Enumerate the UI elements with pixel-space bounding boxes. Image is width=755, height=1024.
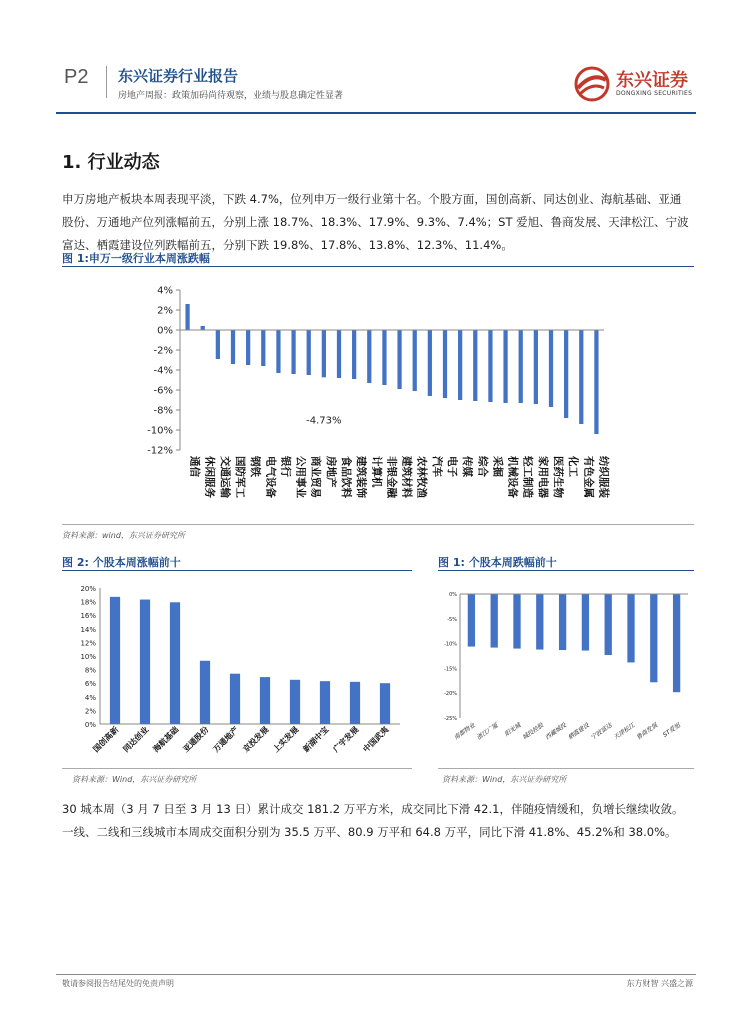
category-label: 机械设备 [506, 456, 519, 498]
y-tick-label: 4% [84, 693, 96, 702]
y-tick-label: 0% [449, 592, 457, 598]
bar-1 [201, 326, 205, 330]
category-label: 电子 [446, 456, 458, 477]
category-label: 非银金融 [385, 456, 398, 498]
bar-0 [185, 304, 189, 330]
bar-2 [170, 602, 180, 724]
bar-0 [110, 597, 120, 724]
y-tick-label: -25% [444, 716, 457, 722]
category-label: 海航基础 [151, 725, 181, 755]
y-tick-label: -10% [444, 641, 457, 648]
category-label: 纺织服装 [597, 456, 610, 498]
category-label: 亚通股份 [181, 725, 211, 755]
bar-18 [458, 330, 462, 400]
bar-3 [200, 661, 210, 724]
y-tick-label: 2% [84, 707, 96, 716]
category-label: 医药生物 [552, 456, 564, 498]
bar-2 [216, 330, 220, 359]
y-tick-label: 0% [157, 325, 173, 337]
bar-6 [605, 594, 612, 655]
bar-1 [140, 600, 150, 724]
category-label: 广宇发展 [331, 725, 361, 755]
figure3-source: 资料来源：Wind，东兴证券研究所 [442, 775, 567, 784]
figure2-source: 资料来源：Wind，东兴证券研究所 [72, 775, 197, 784]
figure2-rule [62, 570, 412, 571]
logo-emblem-icon [570, 66, 614, 102]
bar-19 [473, 330, 477, 401]
y-tick-label: -12% [147, 445, 173, 457]
category-label: 电气设备 [264, 456, 277, 498]
y-tick-label: 0% [84, 721, 96, 729]
bar-4 [246, 330, 250, 365]
y-tick-label: -4% [153, 365, 173, 377]
category-label: 传媒 [461, 456, 474, 477]
bar-21 [503, 330, 507, 403]
bar-11 [352, 330, 356, 379]
category-label: 新湖中宝 [301, 725, 331, 755]
bar-25 [564, 330, 568, 418]
footer-disclaimer: 敬请参阅报告结尾处的免责声明 [62, 979, 174, 988]
bar-7 [627, 594, 634, 662]
category-label: 西藏城投 [544, 721, 568, 742]
category-label: 同达创业 [121, 725, 151, 755]
category-label: 房地产 [324, 456, 337, 488]
y-tick-label: 12% [80, 639, 96, 648]
bar-22 [519, 330, 523, 403]
y-tick-label: 6% [84, 680, 96, 689]
bar-7 [291, 330, 295, 374]
category-label: 国防军工 [234, 456, 246, 498]
category-label: 建筑材料 [400, 456, 413, 498]
paragraph-market: 申万房地产板块本周表现平淡，下跌 4.7%，位列申万一级行业第十名。个股方面，国创高新、同达创业、海航基础、亚通股份、万通地产位列涨幅前五，分别上涨 18.7%、18.3%、17.9%、9.3%、7.4%；ST 爱旭、鲁商发展、天津松江、宁波富达、栖霞建设位列跌幅前五，分别下跌 19.8%、17.8%、13.8%、12.3%、11.4%。 [62, 192, 689, 252]
bar-27 [594, 330, 598, 434]
header-rule [56, 112, 696, 114]
footer-slogan: 东方财智 兴盛之源 [626, 979, 693, 988]
bar-9 [380, 683, 390, 724]
category-label: 轻工制造 [521, 456, 534, 498]
data-label-annotation: -4.73% [306, 415, 342, 427]
top-losers-chart [438, 580, 694, 766]
y-tick-label: 2% [157, 305, 173, 317]
figure3-bottom-rule [438, 768, 694, 769]
y-tick-label: 8% [84, 666, 96, 675]
category-label: 天津松江 [612, 721, 637, 742]
category-label: 计算机 [370, 456, 383, 488]
bar-26 [579, 330, 583, 424]
y-tick-label: 20% [80, 585, 96, 593]
category-label: 京投发展 [241, 725, 271, 755]
category-label: 银行 [279, 456, 292, 477]
header-divider [106, 66, 107, 98]
category-label: 农林牧渔 [415, 456, 428, 498]
bar-5 [260, 677, 270, 724]
figure3-title: 图 1: 个股本周跌幅前十 [438, 556, 557, 569]
y-tick-label: 16% [80, 612, 96, 621]
figure1-source: 资料来源：wind，东兴证券研究所 [62, 531, 185, 540]
category-label: 家用电器 [536, 456, 549, 498]
bar-5 [582, 594, 589, 651]
bar-17 [443, 330, 447, 398]
bar-12 [367, 330, 371, 383]
page-number: P2 [64, 66, 89, 88]
top-gainers-chart [62, 576, 412, 766]
category-label: 中国武夷 [361, 725, 391, 755]
bar-14 [397, 330, 401, 389]
category-label: 公用事业 [294, 456, 307, 498]
bar-4 [230, 674, 240, 724]
page-header [56, 62, 696, 106]
category-label: 食品饮料 [340, 456, 352, 498]
figure1-title: 图 1:申万一级行业本周涨跌幅 [62, 252, 210, 265]
category-label: 南都物业 [452, 721, 477, 742]
section-title: 1. 行业动态 [62, 152, 160, 173]
bar-23 [534, 330, 538, 404]
report-subtitle: 房地产周报：政策加码尚待观察，业绩与股息确定性显著 [118, 91, 344, 101]
bar-16 [428, 330, 432, 396]
bar-8 [307, 330, 311, 375]
y-tick-label: 14% [80, 625, 96, 634]
category-label: 阳光城 [503, 721, 523, 738]
bar-24 [549, 330, 553, 407]
y-tick-label: -20% [444, 691, 457, 698]
category-label: 钢铁 [249, 456, 262, 477]
figure2-title: 图 2: 个股本周涨幅前十 [62, 556, 181, 569]
figure1-bottom-rule [62, 524, 694, 525]
category-label: 汽车 [430, 456, 443, 477]
bar-3 [536, 594, 543, 650]
category-label: 国创高新 [91, 725, 121, 755]
category-label: 通信 [188, 456, 201, 477]
bar-4 [559, 594, 566, 650]
category-label: ST爱旭 [661, 721, 682, 739]
logo-subtext: DONGXING SECURITIES [616, 90, 693, 97]
bar-1 [491, 594, 498, 648]
bar-8 [650, 594, 657, 682]
y-tick-label: -6% [153, 385, 173, 397]
bar-6 [290, 680, 300, 724]
category-label: 交通运输 [218, 456, 231, 498]
category-label: 城投控股 [521, 721, 545, 742]
category-label: 化工 [567, 456, 580, 477]
y-tick-label: 4% [157, 285, 173, 297]
bar-20 [488, 330, 492, 402]
company-logo [570, 64, 700, 104]
paragraph-transactions: 30 城本周（3 月 7 日至 3 月 13 日）累计成交 181.2 万平方米，成交同比下滑 42.1，伴随疫情缓和，负增长继续收敛。一线、二线和三线城市本周成交面积分别为 35.5 万平、80.9 万平和 64.8 万平，同比下滑 41.8%、45.2%和 38.0%。 [62, 802, 684, 839]
bar-6 [276, 330, 280, 373]
y-tick-label: -8% [153, 405, 173, 417]
category-label: 商业贸易 [309, 456, 322, 498]
report-title: 东兴证券行业报告 [118, 67, 239, 85]
y-tick-label: -5% [447, 616, 457, 623]
category-label: 宁波富达 [589, 721, 614, 742]
bar-10 [337, 330, 341, 378]
category-label: 有色金属 [582, 456, 595, 498]
bar-7 [320, 681, 330, 724]
bar-9 [673, 594, 680, 692]
y-tick-label: -15% [444, 666, 457, 673]
y-tick-label: 10% [80, 653, 96, 661]
bar-3 [231, 330, 235, 364]
figure1-rule [62, 266, 694, 267]
category-label: 综合 [476, 456, 489, 477]
figure3-rule [438, 570, 694, 571]
category-label: 栖霞建设 [566, 721, 591, 742]
y-tick-label: 18% [80, 598, 96, 607]
industry-change-chart [62, 272, 694, 522]
logo-text: 东兴证券 [616, 70, 688, 91]
category-label: 万通地产 [211, 725, 241, 755]
category-label: 建筑装饰 [355, 456, 368, 498]
bar-8 [350, 682, 360, 724]
y-tick-label: -10% [147, 425, 173, 437]
category-label: 浙江广厦 [475, 721, 500, 742]
bar-9 [322, 330, 326, 377]
category-label: 采掘 [491, 456, 504, 477]
category-label: 鲁商发展 [635, 721, 659, 742]
category-label: 上实发展 [271, 725, 301, 755]
bar-15 [413, 330, 417, 391]
bar-13 [382, 330, 386, 385]
footer-rule [56, 974, 696, 975]
bar-0 [468, 594, 475, 647]
y-tick-label: -2% [153, 345, 173, 357]
figure2-bottom-rule [62, 768, 412, 769]
category-label: 休闲服务 [203, 456, 216, 498]
bar-5 [261, 330, 265, 366]
bar-2 [513, 594, 520, 649]
